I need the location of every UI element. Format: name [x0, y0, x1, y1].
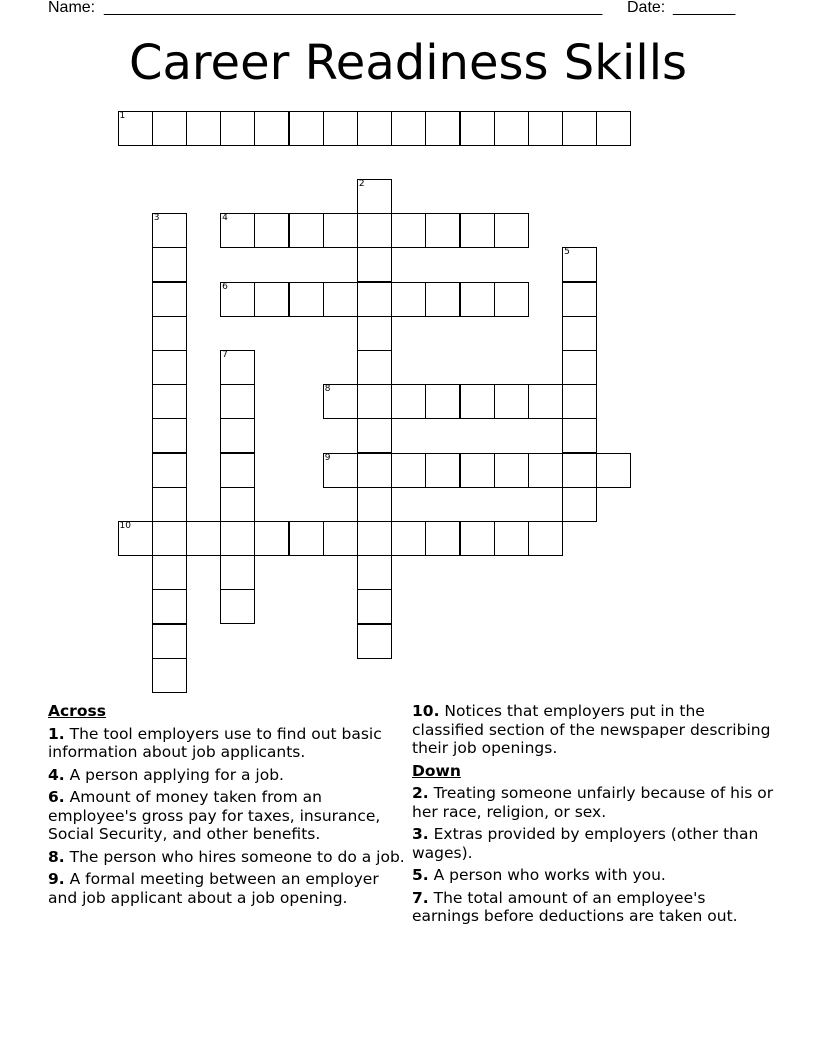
grid-cell[interactable]: [152, 658, 187, 693]
grid-cell[interactable]: [562, 111, 597, 146]
grid-cell[interactable]: [220, 487, 255, 522]
grid-cell[interactable]: [357, 521, 392, 556]
grid-cell[interactable]: [152, 111, 187, 146]
grid-cell[interactable]: [562, 487, 597, 522]
clue-number: 9.: [48, 870, 65, 888]
clue-text: The person who hires someone to do a job.: [69, 847, 405, 866]
clue-number: 2.: [412, 784, 429, 802]
name-field[interactable]: ________________________________________________________: [104, 0, 603, 16]
date-label: Date:: [627, 0, 666, 16]
grid-cell[interactable]: [357, 624, 392, 659]
clue-text: A person applying for a job.: [69, 765, 284, 784]
clue-down-5: [412, 866, 776, 885]
grid-cell[interactable]: [118, 111, 153, 146]
grid-cell[interactable]: [152, 350, 187, 385]
clue-across-8: [48, 848, 410, 867]
clue-across-10: [412, 702, 776, 758]
grid-cell[interactable]: [494, 384, 529, 419]
clue-number: 7.: [412, 888, 429, 907]
grid-cell[interactable]: [596, 453, 631, 488]
grid-cell[interactable]: [152, 282, 187, 317]
grid-cell[interactable]: [118, 521, 153, 556]
clue-number-label: 7: [222, 349, 228, 360]
clue-text: The total amount of an employee's earnings before deductions are taken out.: [412, 888, 738, 925]
grid-cell[interactable]: [152, 521, 187, 556]
grid-cell[interactable]: [528, 111, 563, 146]
grid-cell[interactable]: [220, 453, 255, 488]
grid-cell[interactable]: [494, 521, 529, 556]
grid-cell[interactable]: [289, 282, 324, 317]
clue-across-9: [48, 870, 410, 907]
grid-cell[interactable]: [220, 418, 255, 453]
clue-number: 4.: [48, 765, 65, 784]
grid-cell[interactable]: [425, 521, 460, 556]
grid-cell[interactable]: [357, 247, 392, 282]
grid-cell[interactable]: [460, 213, 495, 248]
clue-down-2: [412, 784, 776, 821]
grid-cell[interactable]: [357, 282, 392, 317]
grid-cell[interactable]: [460, 521, 495, 556]
grid-cell[interactable]: [425, 213, 460, 248]
clue-down-3: [412, 825, 776, 862]
grid-cell[interactable]: [528, 521, 563, 556]
name-label: Name:: [48, 0, 96, 16]
grid-cell[interactable]: [323, 282, 358, 317]
clue-number-label: 9: [324, 452, 331, 463]
grid-cell[interactable]: [152, 453, 187, 488]
grid-cell[interactable]: [357, 453, 392, 488]
clue-text: Extras provided by employers (other than wages).: [412, 825, 759, 862]
grid-cell[interactable]: [152, 487, 187, 522]
grid-cell[interactable]: [186, 521, 221, 556]
clue-number: 5.: [412, 866, 429, 884]
grid-cell[interactable]: [357, 589, 392, 624]
clue-number: 1.: [48, 724, 65, 743]
grid-cell[interactable]: [152, 555, 187, 590]
grid-cell[interactable]: [460, 111, 495, 146]
grid-cell[interactable]: [460, 384, 495, 419]
grid-cell[interactable]: [494, 111, 529, 146]
grid-cell[interactable]: [323, 453, 358, 488]
grid-cell[interactable]: [152, 316, 187, 351]
grid-cell[interactable]: [220, 521, 255, 556]
grid-cell[interactable]: [254, 111, 289, 146]
grid-cell[interactable]: [357, 350, 392, 385]
grid-cell[interactable]: [220, 111, 255, 146]
grid-cell[interactable]: [152, 384, 187, 419]
clue-across-4: [48, 766, 410, 785]
clue-number-label: 6: [222, 281, 228, 292]
clue-number-label: 10: [119, 520, 131, 531]
clue-text: A formal meeting between an employer and job applicant about a job opening.: [48, 870, 379, 907]
grid-cell[interactable]: [425, 384, 460, 419]
clue-down-7: [412, 889, 776, 926]
grid-cell[interactable]: [357, 487, 392, 522]
grid-cell[interactable]: [494, 213, 529, 248]
grid-cell[interactable]: [289, 521, 324, 556]
grid-cell[interactable]: [254, 282, 289, 317]
grid-cell[interactable]: [562, 247, 597, 282]
grid-cell[interactable]: [289, 111, 324, 146]
grid-cell[interactable]: [562, 316, 597, 351]
grid-cell[interactable]: [357, 111, 392, 146]
grid-cell[interactable]: [460, 453, 495, 488]
grid-cell[interactable]: [152, 247, 187, 282]
across-heading: Across: [48, 702, 106, 720]
grid-cell[interactable]: [494, 282, 529, 317]
grid-cell[interactable]: [391, 453, 426, 488]
grid-cell[interactable]: [391, 111, 426, 146]
grid-cell[interactable]: [186, 111, 221, 146]
grid-cell[interactable]: [254, 213, 289, 248]
clue-number: 6.: [48, 788, 65, 806]
grid-cell[interactable]: [323, 384, 358, 419]
clue-number-label: 2: [358, 178, 365, 189]
grid-cell[interactable]: [425, 111, 460, 146]
grid-cell[interactable]: [596, 111, 631, 146]
clue-number-label: 5: [564, 247, 570, 258]
clue-number: 8.: [48, 847, 65, 866]
grid-cell[interactable]: [425, 453, 460, 488]
grid-cell[interactable]: [152, 589, 187, 624]
clue-text: The tool employers use to find out basic information about job applicants.: [48, 724, 382, 761]
clue-across-1: [48, 725, 410, 762]
grid-cell[interactable]: [562, 384, 597, 419]
grid-cell[interactable]: [425, 282, 460, 317]
grid-cell[interactable]: [152, 624, 187, 659]
grid-cell[interactable]: [460, 282, 495, 317]
clues-column-left: [48, 702, 410, 911]
grid-cell[interactable]: [220, 282, 255, 317]
clue-across-6: [48, 788, 410, 844]
clue-text: A person who works with you.: [433, 866, 666, 884]
grid-cell[interactable]: [357, 555, 392, 590]
grid-cell[interactable]: [391, 384, 426, 419]
grid-cell[interactable]: [562, 282, 597, 317]
grid-cell[interactable]: [220, 555, 255, 590]
grid-cell[interactable]: [562, 350, 597, 385]
grid-cell[interactable]: [254, 521, 289, 556]
grid-cell[interactable]: [323, 213, 358, 248]
grid-cell[interactable]: [391, 213, 426, 248]
grid-cell[interactable]: [289, 213, 324, 248]
clue-number-label: 3: [153, 213, 160, 224]
grid-cell[interactable]: [152, 213, 187, 248]
clue-number-label: 1: [119, 110, 126, 121]
grid-cell[interactable]: [220, 213, 255, 248]
grid-cell[interactable]: [391, 282, 426, 317]
grid-cell[interactable]: [220, 589, 255, 624]
grid-cell[interactable]: [357, 179, 392, 214]
date-field[interactable]: _______: [673, 0, 736, 16]
grid-cell[interactable]: [562, 418, 597, 453]
grid-cell[interactable]: [323, 521, 358, 556]
clues-column-right: [412, 702, 776, 930]
grid-cell[interactable]: [494, 453, 529, 488]
grid-cell[interactable]: [528, 384, 563, 419]
page-title: Career Readiness Skills: [128, 35, 688, 91]
clue-number-label: 4: [222, 213, 228, 224]
grid-cell[interactable]: [357, 316, 392, 351]
grid-cell[interactable]: [220, 350, 255, 385]
grid-cell[interactable]: [357, 418, 392, 453]
grid-cell[interactable]: [323, 111, 358, 146]
grid-cell[interactable]: [391, 521, 426, 556]
clue-number: 10.: [412, 702, 440, 720]
grid-cell[interactable]: [528, 453, 563, 488]
clue-number: 3.: [412, 825, 429, 843]
grid-cell[interactable]: [357, 384, 392, 419]
down-heading: Down: [412, 761, 461, 780]
clue-text: Notices that employers put in the classified section of the newspaper describing their job openings.: [412, 702, 771, 757]
grid-cell[interactable]: [152, 418, 187, 453]
grid-cell[interactable]: [357, 213, 392, 248]
grid-cell[interactable]: [562, 453, 597, 488]
grid-cell[interactable]: [220, 384, 255, 419]
clue-text: Treating someone unfairly because of his or her race, religion, or sex.: [412, 784, 774, 821]
clue-number-label: 8: [324, 384, 331, 395]
clue-text: Amount of money taken from an employee's gross pay for taxes, insurance, Social Security, and other benefits.: [48, 788, 381, 843]
